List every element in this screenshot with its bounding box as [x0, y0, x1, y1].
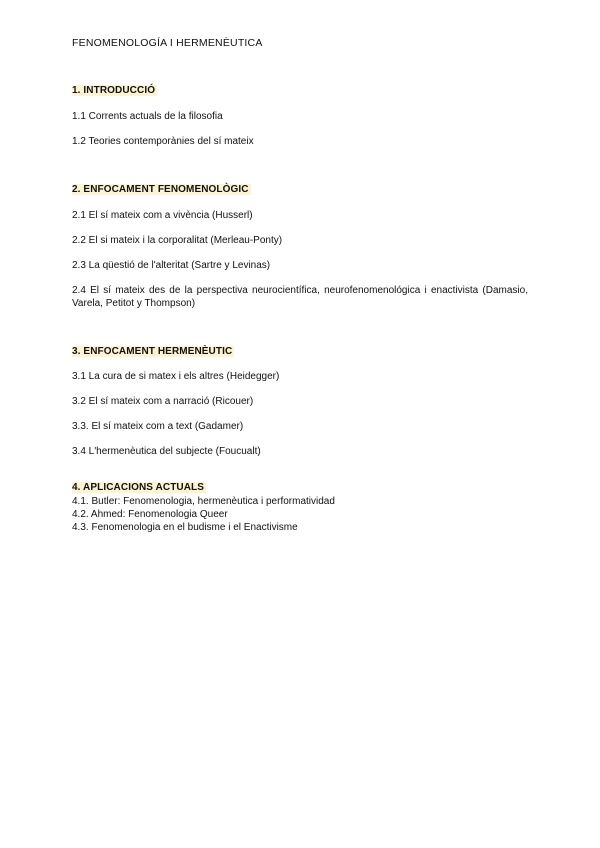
- document-title: FENOMENOLOGÍA I HERMENÈUTICA: [72, 37, 263, 49]
- list-item: 1.1 Corrents actuals de la filosofia: [72, 111, 223, 122]
- list-item: 3.1 La cura de si matex i els altres (Heidegger): [72, 371, 280, 382]
- list-item: 2.1 El sí mateix com a vivència (Husserl): [72, 210, 253, 221]
- list-item: 3.2 El sí mateix com a narració (Ricouer): [72, 396, 254, 407]
- list-item: 3.3. El sí mateix com a text (Gadamer): [72, 421, 244, 432]
- section-heading-enfocament-hermeneutic: 3. ENFOCAMENT HERMENÈUTIC: [72, 346, 233, 357]
- section-heading-introduccio: 1. INTRODUCCIÓ: [72, 85, 156, 96]
- list-item: 2.4 El sí mateix des de la perspectiva neurocientífica, neurofenomenológica i enactivista (Damasio, Varela, Petitot y Thompson): [72, 285, 528, 309]
- list-item: 2.3 La qüestió de l'alteritat (Sartre y Levinas): [72, 260, 271, 271]
- section-heading-aplicacions-actuals: 4. APLICACIONS ACTUALS: [72, 482, 205, 493]
- list-item: 4.3. Fenomenologia en el budisme i el Enactivisme: [72, 522, 298, 533]
- list-item: 2.2 El si mateix i la corporalitat (Merleau-Ponty): [72, 235, 283, 246]
- list-item: 1.2 Teories contemporànies del sí mateix: [72, 136, 254, 147]
- list-item: 4.2. Ahmed: Fenomenologia Queer: [72, 509, 228, 520]
- section-heading-enfocament-fenomenologic: 2. ENFOCAMENT FENOMENOLÒGIC: [72, 184, 249, 195]
- list-item: 4.1. Butler: Fenomenologia, hermenèutica i performatividad: [72, 496, 335, 507]
- list-item: 3.4 L'hermenèutica del subjecte (Foucualt): [72, 446, 261, 457]
